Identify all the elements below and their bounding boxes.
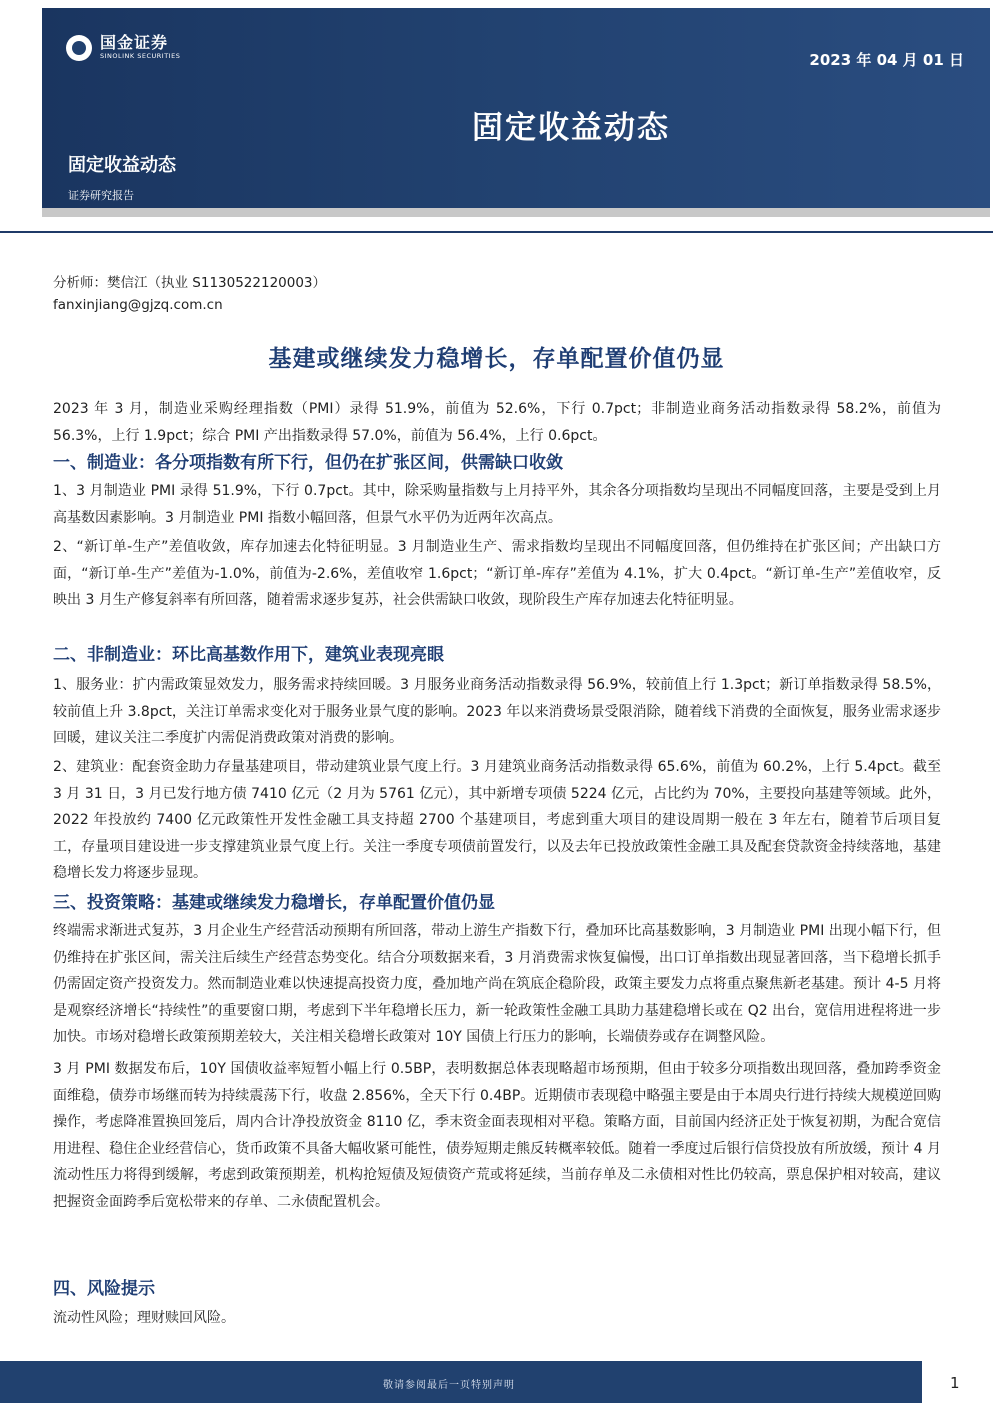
footer-notice: 敬请参阅最后一页特别声明 [383,1380,515,1391]
intro-paragraph: 2023 年 3 月，制造业采购经理指数（PMI）录得 51.9%，前值为 52.6%，下行 0.7pct；非制造业商务活动指数录得 58.2%，前值为 56.3%，上行 1.9pct；综合 PMI 产出指数录得 57.0%，前值为 56.4%，上行 0.6pct。 [53,401,941,444]
section-2-body [53,672,941,752]
logo-en-text: SINOLINK SECURITIES [100,52,181,60]
body-paragraph: 1、服务业：扩内需政策显效发力，服务需求持续回暖。3 月服务业商务活动指数录得 56.9%，较前值上行 1.3pct；新订单指数录得 58.5%，较前值上升 3.8pct，关注订单需求变化对于服务业景气度的影响。2023 年以来消费场景受限消除，随着线下消费的全面恢复，服务业需求逐步回暖，建议关注二季度扩内需促消费政策对消费的影响。 [53,677,941,746]
analyst-email[interactable]: fanxinjiang@gjzq.com.cn [53,297,223,313]
section-heading: 四、风险提示 [53,1279,155,1299]
section-4 [53,1276,941,1302]
analyst-name: 分析师：樊信江（执业 S1130522120003） [53,275,327,291]
analyst-info [53,272,326,316]
company-logo [66,34,180,61]
section-3-body-2 [53,1056,941,1215]
section-1-body [53,478,941,531]
main-title: 基建或继续发力稳增长，存单配置价值仍显 [268,346,725,372]
section-heading: 一、制造业：各分项指数有所下行，但仍在扩张区间，供需缺口收敛 [53,453,563,473]
header-title: 固定收益动态 [472,110,670,146]
page-number: 1 [950,1374,960,1392]
section-2-body-2 [53,754,941,887]
report-date: 2023 年 04 月 01 日 [809,51,964,69]
section-3 [53,890,941,916]
section-heading: 三、投资策略：基建或继续发力稳增长，存单配置价值仍显 [53,893,495,913]
header-subtitle: 固定收益动态 [68,155,176,176]
body-paragraph: 2、建筑业：配套资金助力存量基建项目，带动建筑业景气度上行。3 月建筑业商务活动指数录得 65.6%，前值为 60.2%，上行 5.4pct。截至 3 月 31 日，3 月已发行地方债 7410 亿元（2 月为 5761 亿元），其中新增专项债 5224 亿元，占比约为 70%，主要投向基建等领域。此外，2022 年投放约 7400 亿元政策性开发性金融工具支持超 2700 个基建项目，考虑到重大项目的建设周期一般在 3 年左右，随着节后项目复工，存量项目建设进一步支撑建筑业景气度上行。关注一季度专项债前置发行，以及去年已投放政策性金融工具及配套贷款资金持续落地，基建稳增长发力将逐步显现。 [53,759,941,881]
section-4-body [53,1305,941,1332]
intro-block [53,396,941,449]
body-paragraph: 流动性风险；理财赎回风险。 [53,1310,235,1326]
section-1 [53,450,941,476]
report-type: 证券研究报告 [68,189,134,202]
body-paragraph: 3 月 PMI 数据发布后，10Y 国债收益率短暂小幅上行 0.5BP，表明数据总体表现略超市场预期，但由于较多分项指数出现回落，叠加跨季资金面维稳，债券市场继而转为持续震荡下行，收盘 2.856%，全天下行 0.4BP。近期债市表现稳中略强主要是由于本周央行进行持续大规模逆回购操作，考虑降准置换回笼后，周内合计净投放资金 8110 亿，季末资金面表现相对平稳。策略方面，目前国内经济正处于恢复初期，为配合宽信用进程、稳住企业经营信心，货币政策不具备大幅收紧可能性，债券短期走熊反转概率较低。随着一季度过后银行信贷投放有所放缓，预计 4 月流动性压力将得到缓解，考虑到政策预期差，机构抢短债及短债资产荒或将延续，当前存单及二永债相对性比仍较高，票息保护相对较高，建议把握资金面跨季后宽松带来的存单、二永债配置机会。 [53,1061,941,1210]
section-1-body-2 [53,534,941,614]
header-divider [0,231,993,233]
report-header [42,8,990,208]
section-heading: 二、非制造业：环比高基数作用下，建筑业表现亮眼 [53,645,444,665]
logo-mark-icon [66,35,92,61]
body-paragraph: 1、3 月制造业 PMI 录得 51.9%，下行 0.7pct。其中，除采购量指数与上月持平外，其余各分项指数均呈现出不同幅度回落，主要是受到上月高基数因素影响。3 月制造业 PMI 指数小幅回落，但景气水平仍为近两年次高点。 [53,483,941,526]
body-paragraph: 2、“新订单-生产”差值收敛，库存加速去化特征明显。3 月制造业生产、需求指数均呈现出不同幅度回落，但仍维持在扩张区间；产出缺口方面，“新订单-生产”差值为-1.0%，前值为-2.6%，差值收窄 1.6pct；“新订单-库存”差值为 4.1%，扩大 0.4pct。“新订单-生产”差值收窄，反映出 3 月生产修复斜率有所回落，随着需求逐步复苏，社会供需缺口收敛，现阶段生产库存加速去化特征明显。 [53,539,941,608]
section-3-body [53,918,941,1051]
body-paragraph: 终端需求渐进式复苏，3 月企业生产经营活动预期有所回落，带动上游生产指数下行，叠加环比高基数影响，3 月制造业 PMI 出现小幅下行，但仍维持在扩张区间，需关注后续生产经营态势变化。结合分项数据来看，3 月消费需求恢复偏慢，出口订单指数出现显著回落，当下稳增长抓手仍需固定资产投资发力。然而制造业难以快速提高投资力度，叠加地产尚在筑底企稳阶段，政策主要发力点将重点聚焦新老基建。预计 4-5 月将是观察经济增长“持续性”的重要窗口期，考虑到下半年稳增长压力，新一轮政策性金融工具助力基建稳增长或在 Q2 出台，宽信用进程将进一步加快。市场对稳增长政策预期差较大，关注相关稳增长政策对 10Y 国债上行压力的影响，长端债券或存在调整风险。 [53,923,941,1045]
section-2 [53,642,941,668]
logo-cn-text: 国金证券 [100,33,169,52]
